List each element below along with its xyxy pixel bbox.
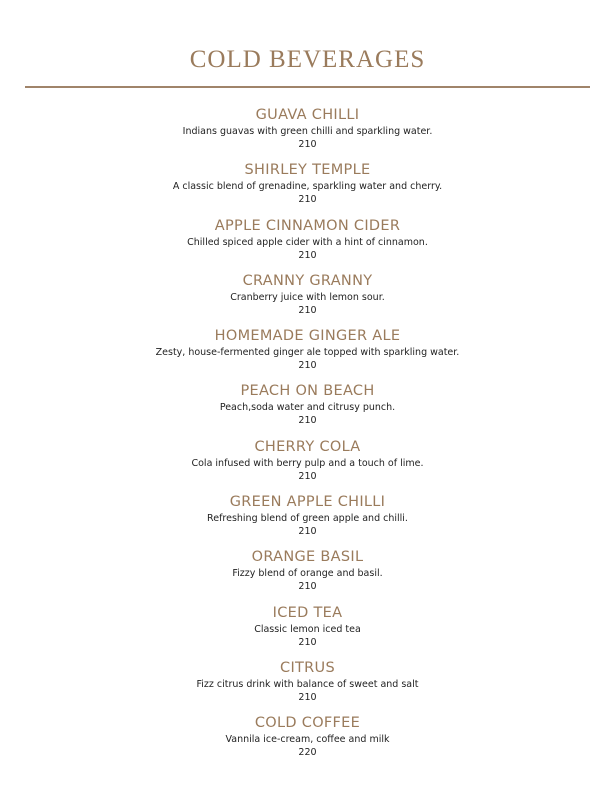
item-description: Fizzy blend of orange and basil. [232, 568, 383, 580]
item-name: APPLE CINNAMON CIDER [214, 217, 401, 234]
item-description: Cola infused with berry pulp and a touch of lime. [191, 457, 424, 469]
item-description: Classic lemon iced tea [254, 623, 361, 635]
item-description: Peach,soda water and citrusy punch. [219, 402, 396, 414]
item-description: Vannila ice-cream, coffee and milk [225, 734, 390, 746]
item-price: 210 [298, 194, 317, 206]
item-price: 210 [298, 360, 317, 372]
item-price: 210 [298, 304, 317, 316]
menu-item [0, 491, 615, 546]
item-price: 210 [298, 415, 317, 427]
item-name: HOMEMADE GINGER ALE [214, 328, 401, 345]
menu-item [0, 657, 615, 712]
item-description: Zesty, house-fermented ginger ale topped with sparkling water. [155, 347, 460, 359]
item-description: Chilled spiced apple cider with a hint of cinnamon. [187, 236, 428, 248]
item-name: PEACH ON BEACH [240, 383, 375, 400]
menu-item [0, 380, 615, 435]
item-price: 210 [298, 526, 317, 538]
item-name: CRANNY GRANNY [242, 272, 373, 289]
item-description: Refreshing blend of green apple and chilli. [207, 513, 408, 525]
menu-item [0, 436, 615, 491]
menu-item [0, 325, 615, 380]
menu-item [0, 602, 615, 657]
item-description: A classic blend of grenadine, sparkling water and cherry. [172, 181, 443, 193]
item-name: ICED TEA [272, 604, 343, 621]
page-title: COLD BEVERAGES [189, 46, 426, 73]
item-name: GREEN APPLE CHILLI [229, 494, 386, 511]
menu-item [0, 215, 615, 270]
item-description: Fizz citrus drink with balance of sweet and salt [196, 678, 419, 690]
menu-item [0, 270, 615, 325]
item-name: CITRUS [280, 659, 335, 676]
item-name: GUAVA CHILLI [255, 107, 360, 123]
title-divider [25, 86, 590, 88]
item-price: 210 [298, 691, 317, 703]
menu-item [0, 104, 615, 159]
item-name: COLD COFFEE [254, 715, 361, 732]
item-price: 210 [298, 249, 317, 261]
item-price: 210 [298, 581, 317, 593]
menu-item [0, 159, 615, 214]
item-price: 210 [298, 636, 317, 648]
item-name: SHIRLEY TEMPLE [244, 162, 371, 179]
item-price: 220 [298, 747, 317, 759]
item-name: ORANGE BASIL [251, 549, 364, 566]
item-price: 210 [298, 470, 317, 482]
item-description: Indians guavas with green chilli and sparkling water. [182, 126, 433, 137]
menu-item [0, 546, 615, 601]
menu-item [0, 712, 615, 767]
item-price: 210 [298, 139, 317, 150]
item-description: Cranberry juice with lemon sour. [230, 291, 385, 303]
item-name: CHERRY COLA [254, 438, 361, 455]
menu-list [0, 104, 615, 768]
